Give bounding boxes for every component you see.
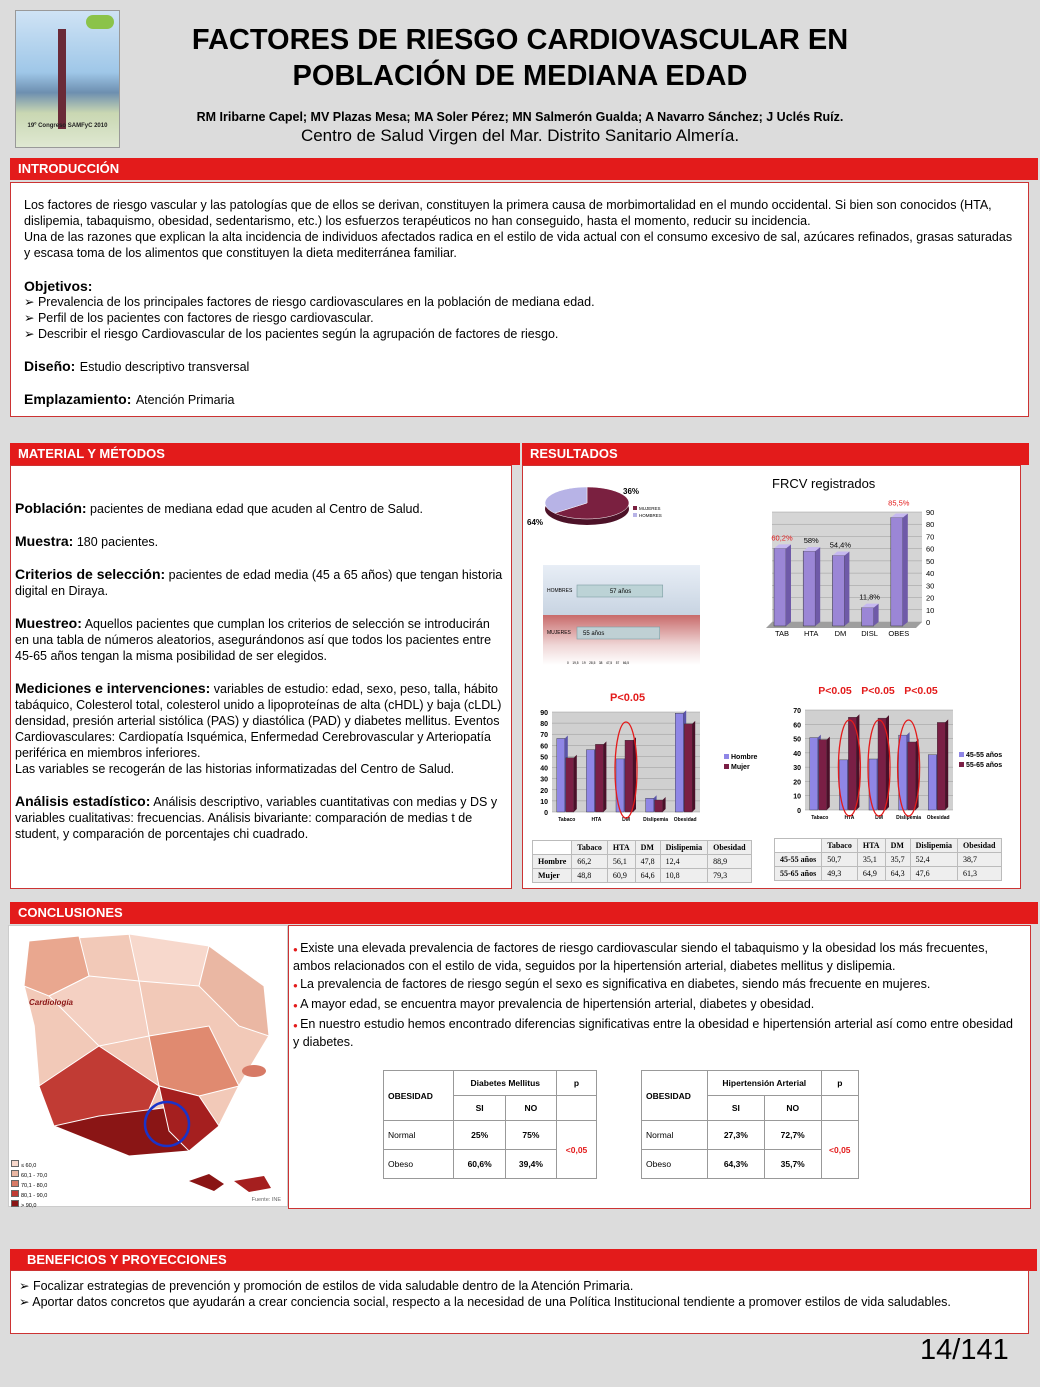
bar-dm-1 — [625, 740, 633, 812]
conclusion-item — [293, 1016, 1018, 1050]
map-legend — [11, 1160, 47, 1210]
bar-side — [603, 741, 606, 812]
criteria-value: pacientes de edad media (45 a 65 años) que tengan historia digital en Diraya. — [15, 568, 503, 598]
p-value-cell: <0,05 — [821, 1121, 858, 1179]
legend-swatch — [724, 754, 729, 759]
table-cell: 35,1 — [857, 853, 885, 867]
bar-dm-0 — [869, 759, 877, 810]
title-line-2: POBLACIÓN DE MEDIANA EDAD — [292, 60, 748, 92]
intro-heading: INTRODUCCIÓN — [10, 158, 1038, 180]
frcv-ytick-label: 70 — [926, 532, 935, 542]
conclusion-text: A mayor edad, se encuentra mayor prevalencia de hipertensión arterial, diabetes y obesidad. — [300, 997, 815, 1011]
frcv-bars — [766, 499, 934, 639]
p-value-cell: <0,05 — [557, 1121, 597, 1179]
bar-dislipemia-1 — [655, 800, 663, 812]
pie-slices — [545, 487, 629, 525]
bar-dm-1 — [878, 718, 886, 810]
table-row — [642, 1121, 859, 1150]
bar-obesidad-1 — [937, 722, 945, 810]
bullet-icon: ● — [293, 945, 301, 954]
table-cell: 49,3 — [822, 867, 858, 881]
table-cell: Obesidad — [708, 841, 751, 855]
map-legend-label: ≤ 60,0 — [21, 1163, 37, 1169]
table-cell — [821, 1096, 858, 1121]
benefits-heading: BENEFICIOS Y PROYECCIONES — [10, 1249, 1037, 1271]
benefits-list — [19, 1278, 1019, 1310]
conclusion-text: En nuestro estudio hemos encontrado diferencias significativas entre la obesidad e hipertensión arterial así como entre obesidad y diabetes. — [293, 1017, 1013, 1049]
age-group-bars — [793, 685, 1002, 821]
frcv-ytick-label: 0 — [926, 618, 931, 627]
legend-label: Hombre — [731, 754, 758, 761]
ytick-label: 30 — [793, 765, 801, 773]
table-cell: Obeso — [384, 1150, 454, 1179]
age-category-label: HOMBRES — [547, 588, 573, 594]
hypertension-obesity-table — [641, 1070, 859, 1179]
location-label: Emplazamiento: — [24, 391, 132, 407]
table-row — [775, 853, 1002, 867]
bar-obesidad-1 — [684, 724, 692, 812]
title-line-1: FACTORES DE RIESGO CARDIOVASCULAR EN — [191, 24, 849, 56]
xtick-label: Obesidad — [926, 815, 950, 821]
table-cell: Hombre — [533, 855, 572, 869]
col-header-cell: Diabetes Mellitus — [454, 1071, 557, 1096]
congress-caption: 19º Congreso SAMFyC 2010 — [27, 123, 108, 129]
table-cell: 50,7 — [822, 853, 858, 867]
table-cell: 64,3% — [707, 1150, 764, 1179]
methods-text — [15, 500, 503, 842]
legend-swatch — [959, 762, 964, 767]
xtick-label: DM — [622, 817, 630, 823]
conclusion-item — [293, 996, 1018, 1014]
benefit-item: ➢ Aportar datos concretos que ayudarán a crear conciencia social, respecto a la necesidad de una Política Institucional tendiente a promover estilos de vida saludables. — [19, 1295, 951, 1309]
age-axis-ticks: 0 19,5 19 28,5 38 47,5 57 66,5 — [567, 661, 630, 665]
objectives — [24, 278, 1019, 342]
significance-annotation: P<0.05 — [818, 685, 852, 697]
authors: RM Iribarne Capel; MV Plazas Mesa; MA Soler Pérez; MN Salmerón Gualda; A Navarro Sánchez; J Uclés Ruíz. — [196, 110, 844, 124]
table-cell — [533, 841, 572, 855]
poster-title — [120, 22, 920, 94]
conclusion-item — [293, 940, 1018, 974]
ytick-label: 40 — [793, 750, 801, 758]
table-cell: 38,7 — [958, 853, 1001, 867]
xtick-label: Obesidad — [673, 817, 697, 823]
map-legend-item — [11, 1200, 47, 1210]
bar-side — [574, 755, 577, 812]
table-cell: Obeso — [642, 1150, 708, 1179]
bar-obesidad-0 — [928, 755, 936, 810]
table-cell: 66,2 — [572, 855, 608, 869]
table-cell: 48,8 — [572, 869, 608, 883]
row-header-cell: OBESIDAD — [642, 1071, 708, 1121]
affiliation: Centro de Salud Virgen del Mar. Distrito Sanitario Almería. — [300, 126, 740, 145]
table-cell: 60,9 — [607, 869, 635, 883]
design-line — [24, 358, 249, 376]
map-legend-swatch — [11, 1180, 19, 1187]
sample-label: Muestra: — [15, 533, 74, 549]
table-header-row — [533, 841, 752, 855]
xtick-label: HTA — [844, 815, 855, 821]
ytick-label: 60 — [793, 722, 801, 730]
ytick-label: 20 — [540, 787, 548, 795]
table-cell: 39,4% — [505, 1150, 556, 1179]
map-legend-swatch — [11, 1160, 19, 1167]
ytick-label: 50 — [540, 754, 548, 762]
measures-label: Mediciones e intervenciones: — [15, 680, 211, 696]
table-cell: 47,8 — [635, 855, 660, 869]
table-cell: 55-65 años — [775, 867, 822, 881]
frcv-data-label: 85,5% — [888, 498, 910, 508]
map-legend-swatch — [11, 1170, 19, 1177]
intro-text — [24, 197, 1019, 261]
frcv-bar-hta — [803, 551, 815, 626]
objective-item: ➢ Describir el riesgo Cardiovascular de los pacientes según la agrupación de factores de riesgo. — [24, 327, 559, 341]
congress-tower — [58, 29, 66, 129]
cardiologia-brand: Cardiología — [29, 998, 74, 1007]
table-cell: Dislipemia — [660, 841, 707, 855]
table-cell: 79,3 — [708, 869, 751, 883]
ytick-label: 30 — [540, 776, 548, 784]
table-cell: Normal — [642, 1121, 708, 1150]
conclusions-list — [293, 940, 1018, 1052]
frcv-ytick-label: 90 — [926, 508, 935, 517]
table-cell: 10,8 — [660, 869, 707, 883]
bar-side — [827, 737, 830, 810]
bar-obesidad-0 — [675, 713, 683, 812]
table-cell: 64,9 — [857, 867, 885, 881]
bar-hta-0 — [839, 760, 847, 810]
spain-map — [8, 925, 288, 1207]
table-cell: 72,7% — [764, 1121, 821, 1150]
bar-side — [945, 719, 948, 810]
pie-label-mujeres-pct: 64% — [527, 518, 544, 527]
pie-legend-mujeres: MUJERES — [639, 506, 661, 511]
table-cell: 56,1 — [607, 855, 635, 869]
frcv-xtick-label: OBES — [888, 629, 910, 638]
table-header-row — [775, 839, 1002, 853]
frcv-data-label: 60,2% — [771, 533, 793, 543]
legend-swatch — [724, 764, 729, 769]
measures-note: Las variables se recogerán de las historias informatizadas del Centro de Salud. — [15, 762, 455, 776]
frcv-ytick-label: 20 — [926, 593, 935, 603]
map-legend-label: > 90,0 — [21, 1203, 37, 1209]
design-label: Diseño: — [24, 358, 76, 374]
map-legend-swatch — [11, 1200, 19, 1207]
significance-annotation: P<0.05 — [904, 685, 938, 697]
sex-bars — [540, 710, 757, 823]
benefits-box — [10, 1270, 1029, 1334]
conclusion-item — [293, 976, 1018, 994]
frcv-bar-side — [786, 544, 791, 626]
table-row — [533, 855, 752, 869]
frcv-bar-side — [903, 514, 908, 627]
frcv-bar-dm — [832, 556, 844, 626]
bar-dm-0 — [616, 759, 624, 812]
pie-legend-hombres: HOMBRES — [639, 513, 662, 518]
map-legend-label: 70,1 - 80,0 — [21, 1183, 48, 1189]
significance-annotation: P<0.05 — [861, 685, 895, 697]
congress-badge — [86, 15, 114, 29]
age-bar-value: 55 años — [583, 631, 605, 637]
table-row — [384, 1071, 597, 1096]
table-cell: 60,6% — [454, 1150, 505, 1179]
bar-tabaco-0 — [557, 738, 565, 812]
table-cell: 75% — [505, 1121, 556, 1150]
age-bar-chart — [543, 565, 700, 665]
xtick-label: Tabaco — [811, 815, 829, 821]
frcv-chart-title: FRCV registrados — [772, 476, 876, 491]
age-data-table — [774, 838, 1002, 881]
frcv-bar-chart — [762, 490, 987, 640]
age-grouped-bar-chart — [783, 683, 1018, 830]
table-cell: 64,3 — [885, 867, 910, 881]
pie-label-hombres-pct: 36% — [623, 487, 640, 496]
location-line — [24, 391, 234, 409]
objectives-label: Objetivos: — [24, 278, 93, 294]
xtick-label: Tabaco — [558, 817, 576, 823]
table-cell: Obesidad — [958, 839, 1001, 853]
map-legend-item — [11, 1160, 47, 1170]
bar-hta-1 — [595, 744, 603, 812]
frcv-xtick-label: TAB — [774, 629, 790, 638]
sex-chart-annotation: P<0.05 — [610, 692, 646, 704]
bullet-icon: ● — [293, 1021, 301, 1030]
bar-dislipemia-1 — [908, 742, 916, 810]
xtick-label: Dislipemia — [643, 817, 669, 823]
frcv-data-label: 11,8% — [859, 592, 880, 602]
table-cell: NO — [505, 1096, 556, 1121]
spain-map-drawing — [9, 926, 287, 1206]
table-cell: Normal — [384, 1121, 454, 1150]
sex-pie-chart — [525, 478, 675, 538]
table-row — [775, 867, 1002, 881]
table-cell: 45-55 años — [775, 853, 822, 867]
methods-box — [10, 465, 512, 889]
ytick-label: 0 — [544, 810, 548, 817]
ytick-label: 10 — [793, 793, 801, 801]
p-header-cell: p — [821, 1071, 858, 1096]
benefit-item: ➢ Focalizar estrategias de prevención y promoción de estilos de vida saludable dentro de la Atención Primaria. — [19, 1279, 634, 1293]
methods-heading: MATERIAL Y MÉTODOS — [10, 443, 520, 465]
table-cell: HTA — [607, 841, 635, 855]
frcv-ytick-label: 40 — [926, 569, 935, 579]
xtick-label: Dislipemia — [896, 815, 922, 821]
results-heading: RESULTADOS — [522, 443, 1029, 465]
frcv-bar-disl — [862, 608, 874, 626]
stats-label: Análisis estadístico: — [15, 793, 151, 809]
conclusions-box — [288, 925, 1031, 1209]
bar-tabaco-1 — [819, 740, 827, 810]
ytick-label: 80 — [540, 721, 548, 729]
table-cell — [557, 1096, 597, 1121]
frcv-ytick-label: 30 — [926, 581, 935, 591]
table-row — [642, 1071, 859, 1096]
ytick-label: 70 — [793, 708, 801, 715]
map-source: Fuente: INE — [251, 1197, 281, 1203]
ytick-label: 40 — [540, 765, 548, 773]
sampling-label: Muestreo: — [15, 615, 82, 631]
map-legend-label: 80,1 - 90,0 — [21, 1193, 48, 1199]
frcv-bar-tab — [774, 548, 786, 626]
table-cell — [775, 839, 822, 853]
ytick-label: 50 — [793, 736, 801, 744]
bar-hta-0 — [586, 750, 594, 812]
conclusions-heading: CONCLUSIONES — [10, 902, 1038, 924]
legend-label: 45-55 años — [966, 752, 1003, 759]
xtick-label: HTA — [591, 817, 602, 823]
table-cell: Tabaco — [822, 839, 858, 853]
table-cell: DM — [885, 839, 910, 853]
ytick-label: 0 — [797, 808, 801, 815]
location-value: Atención Primaria — [135, 393, 235, 407]
page-number: 14/141 — [920, 1334, 1009, 1366]
table-cell: HTA — [857, 839, 885, 853]
table-cell: 12,4 — [660, 855, 707, 869]
bullet-icon: ● — [293, 1001, 301, 1010]
frcv-ytick-label: 60 — [926, 544, 935, 554]
table-cell: 52,4 — [910, 853, 957, 867]
table-cell: DM — [635, 841, 660, 855]
table-cell: 47,6 — [910, 867, 957, 881]
table-cell: 25% — [454, 1121, 505, 1150]
bar-tabaco-1 — [566, 758, 574, 812]
map-legend-item — [11, 1180, 47, 1190]
table-cell: 27,3% — [707, 1121, 764, 1150]
p-header-cell: p — [557, 1071, 597, 1096]
bar-tabaco-0 — [810, 738, 818, 810]
bullet-icon: ● — [293, 981, 301, 990]
table-cell: 88,9 — [708, 855, 751, 869]
frcv-data-label: 54,4% — [829, 540, 852, 550]
frcv-data-label: 58% — [803, 536, 819, 546]
stats-value: Análisis descriptivo, variables cuantitativas con medias y DS y variables cualitativas: frecuencias. Análisis bivariante: comparación de medias t de student, y comparación de porcentajes chi cuadrado. — [15, 795, 498, 841]
legend-label: Mujer — [731, 764, 750, 771]
frcv-xtick-label: HTA — [803, 629, 819, 638]
conclusion-text: Existe una elevada prevalencia de factores de riesgo cardiovascular siendo el tabaquismo y la obesidad los más frecuentes, ambos relacionados con el estilo de vida, seguidos por la hipertensión arterial, diabetes mellitus y dislipemia. — [293, 941, 988, 973]
design-value: Estudio descriptivo transversal — [79, 360, 250, 374]
frcv-ytick-label: 10 — [926, 605, 935, 615]
intro-box — [10, 182, 1029, 417]
table-cell: 35,7 — [885, 853, 910, 867]
diabetes-obesity-table — [383, 1070, 597, 1179]
map-legend-item — [11, 1190, 47, 1200]
frcv-ytick-label: 50 — [926, 556, 935, 566]
table-cell: 61,3 — [958, 867, 1001, 881]
frcv-bar-side — [844, 552, 849, 626]
population-value: pacientes de mediana edad que acuden al Centro de Salud. — [90, 502, 423, 516]
table-cell: Mujer — [533, 869, 572, 883]
table-cell: 35,7% — [764, 1150, 821, 1179]
sex-data-table — [532, 840, 752, 883]
measures-value: variables de estudio: edad, sexo, peso, talla, hábito tabáquico, Colesterol total, colesterol unido a lipoproteínas de alta (cHDL) y baja (cLDL) densidad, presión arterial sistólica (PAS) y diastólica (PAD) y diabetes mellitus. Eventos Cardiovasculares: Cardiopatía Isquémica, Enfermedad Cerebrovascular y Arteriopatía periférica en miembros inferiores. — [15, 682, 502, 760]
map-legend-label: 60,1 - 70,0 — [21, 1173, 48, 1179]
intro-paragraph-1: Los factores de riesgo vascular y las patologías que de ellos se derivan, constituyen la primera causa de morbimortalidad en el mundo occidental. Si bien son conocidos (HTA, dislipemia, tabaquismo, obesidad, sedentarismo, etc.) los esfuerzos terapéuticos no han conseguido, hasta el momento, reducir su incidencia. — [24, 198, 992, 228]
frcv-bar-side — [815, 547, 820, 626]
ytick-label: 70 — [540, 732, 548, 740]
table-row — [533, 869, 752, 883]
congress-logo — [15, 10, 120, 148]
table-row — [384, 1121, 597, 1150]
table-cell: Dislipemia — [910, 839, 957, 853]
sample-value: 180 pacientes. — [76, 535, 159, 549]
frcv-xtick-label: DISL — [861, 629, 878, 638]
table-cell: NO — [764, 1096, 821, 1121]
conclusion-text: La prevalencia de factores de riesgo según el sexo es significativa en diabetes, siendo más frecuente en mujeres. — [300, 977, 931, 991]
frcv-ytick-label: 80 — [926, 520, 935, 530]
col-header-cell: Hipertensión Arterial — [707, 1071, 821, 1096]
map-legend-item — [11, 1170, 47, 1180]
legend-label: 55-65 años — [966, 762, 1003, 769]
sex-grouped-bar-chart — [530, 700, 770, 830]
intro-paragraph-2: Una de las razones que explican la alta incidencia de individuos afectados radica en el estilo de vida actual con el consumo excesivo de sal, azúcares refinados, grasas saturadas y escasa toma de los alimentos que constituyen la dieta mediterránea familiar. — [24, 230, 1013, 260]
ytick-label: 60 — [540, 743, 548, 751]
criteria-label: Criterios de selección: — [15, 566, 166, 582]
table-cell: SI — [707, 1096, 764, 1121]
age-category-label: MUJERES — [547, 630, 571, 636]
objective-item: ➢ Prevalencia de los principales factores de riesgo cardiovasculares en la población de mediana edad. — [24, 295, 595, 309]
table-cell: Tabaco — [572, 841, 608, 855]
age-bar-value: 57 años — [609, 589, 632, 595]
bar-dislipemia-0 — [646, 798, 654, 812]
ytick-label: 10 — [540, 798, 548, 806]
table-cell: SI — [454, 1096, 505, 1121]
xtick-label: DM — [875, 815, 883, 821]
bar-side — [692, 721, 695, 812]
table-cell: 64,6 — [635, 869, 660, 883]
frcv-xtick-label: DM — [834, 629, 847, 638]
row-header-cell: OBESIDAD — [384, 1071, 454, 1121]
population-label: Población: — [15, 500, 87, 516]
bar-hta-1 — [848, 717, 856, 810]
map-legend-swatch — [11, 1190, 19, 1197]
objective-item: ➢ Perfil de los pacientes con factores de riesgo cardiovascular. — [24, 311, 374, 325]
sampling-value: Aquellos pacientes que cumplan los criterios de selección se introducirán en una tabla de números aleatorios, asegurándonos así que todos los pacientes entre 45-65 años tengan la misma posibilidad de ser elegidos. — [15, 617, 492, 663]
ytick-label: 90 — [540, 710, 548, 717]
ytick-label: 20 — [793, 779, 801, 787]
legend-swatch — [959, 752, 964, 757]
frcv-bar-obes — [891, 518, 903, 627]
